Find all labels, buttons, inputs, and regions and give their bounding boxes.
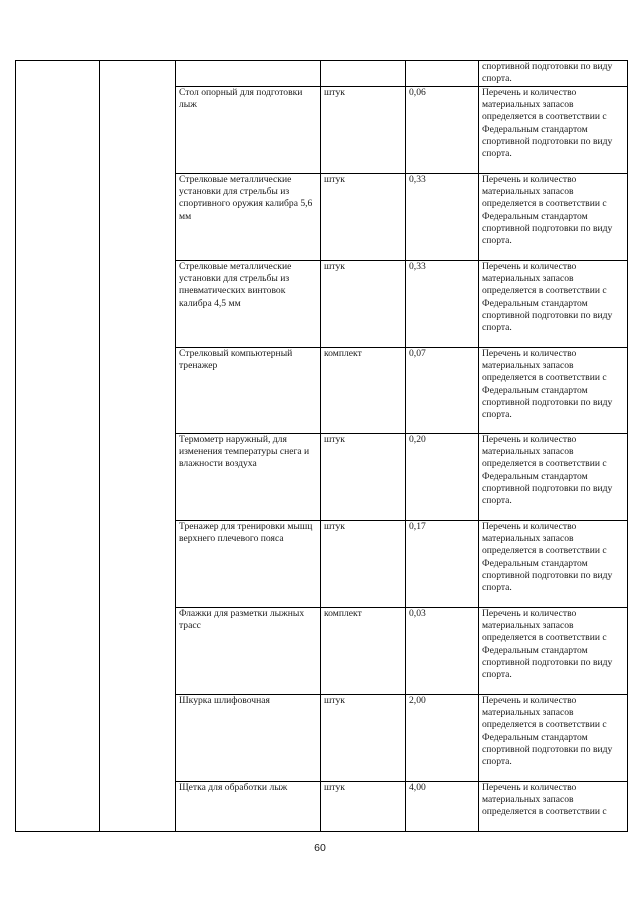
table-row (16, 61, 628, 87)
item-unit: штук (321, 695, 406, 782)
note-cell: спортивной подготовки по виду спорта. (479, 61, 628, 87)
name-cell (176, 61, 321, 87)
item-name: Стрелковые металлические установки для стрельбы из спортивного оружия калибра 5,6 мм (176, 174, 321, 261)
qty-cell (406, 61, 479, 87)
item-unit: штук (321, 261, 406, 348)
unit-cell (321, 61, 406, 87)
item-quantity: 0,20 (406, 434, 479, 521)
item-unit: штук (321, 434, 406, 521)
item-name: Стол опорный для подготовки лыж (176, 87, 321, 174)
item-unit: штук (321, 782, 406, 832)
item-name: Тренажер для тренировки мышц верхнего плечевого пояса (176, 521, 321, 608)
item-unit: штук (321, 174, 406, 261)
item-note: Перечень и количество материальных запасов определяется в соответствии с Федеральным стандартом спортивной подготовки по виду спорта. (479, 434, 628, 521)
item-quantity: 0,06 (406, 87, 479, 174)
item-name: Термометр наружный, для изменения температуры снега и влажности воздуха (176, 434, 321, 521)
item-name: Стрелковые металлические установки для стрельбы из пневматических винтовок калибра 4,5 мм (176, 261, 321, 348)
item-note: Перечень и количество материальных запасов определяется в соответствии с Федеральным стандартом спортивной подготовки по виду спорта. (479, 608, 628, 695)
item-unit: штук (321, 87, 406, 174)
item-quantity: 0,33 (406, 261, 479, 348)
merged-cell-col1 (16, 61, 100, 832)
item-unit: штук (321, 521, 406, 608)
item-note: Перечень и количество материальных запасов определяется в соответствии с Федеральным стандартом спортивной подготовки по виду спорта. (479, 261, 628, 348)
item-quantity: 0,03 (406, 608, 479, 695)
item-note: Перечень и количество материальных запасов определяется в соответствии с Федеральным стандартом спортивной подготовки по виду спорта. (479, 87, 628, 174)
item-note: Перечень и количество материальных запасов определяется в соответствии с Федеральным стандартом спортивной подготовки по виду спорта. (479, 348, 628, 434)
item-unit: комплект (321, 348, 406, 434)
item-quantity: 2,00 (406, 695, 479, 782)
item-name: Щетка для обработки лыж (176, 782, 321, 832)
page-number: 60 (314, 842, 326, 854)
item-unit: комплект (321, 608, 406, 695)
item-name: Стрелковый компьютерный тренажер (176, 348, 321, 434)
item-note: Перечень и количество материальных запасов определяется в соответствии с (479, 782, 628, 832)
item-quantity: 4,00 (406, 782, 479, 832)
item-note: Перечень и количество материальных запасов определяется в соответствии с Федеральным стандартом спортивной подготовки по виду спорта. (479, 174, 628, 261)
item-quantity: 0,17 (406, 521, 479, 608)
item-quantity: 0,07 (406, 348, 479, 434)
item-name: Шкурка шлифовочная (176, 695, 321, 782)
item-note: Перечень и количество материальных запасов определяется в соответствии с Федеральным стандартом спортивной подготовки по виду спорта. (479, 695, 628, 782)
merged-cell-col2 (100, 61, 176, 832)
item-quantity: 0,33 (406, 174, 479, 261)
equipment-table (15, 60, 628, 832)
item-name: Флажки для разметки лыжных трасс (176, 608, 321, 695)
item-note: Перечень и количество материальных запасов определяется в соответствии с Федеральным стандартом спортивной подготовки по виду спорта. (479, 521, 628, 608)
